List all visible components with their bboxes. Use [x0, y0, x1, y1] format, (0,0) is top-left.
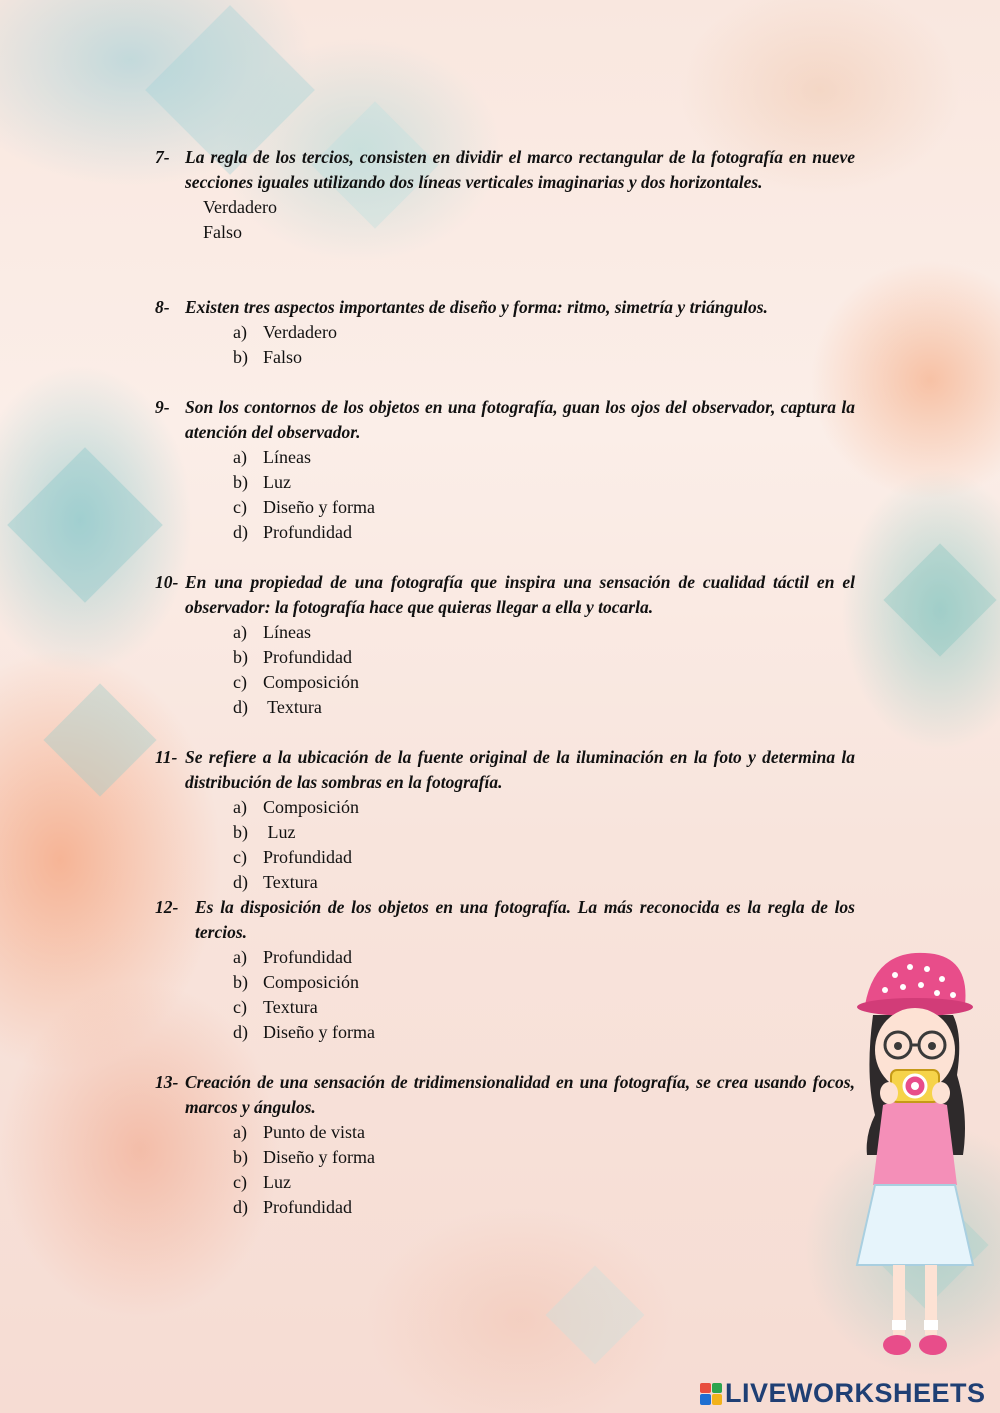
option-letter: a)	[233, 1122, 247, 1142]
question-text: Creación de una sensación de tridimensionalidad en una fotografía, se crea usando focos, marcos y ángulos.	[185, 1072, 855, 1117]
answer-option[interactable]: Falso	[203, 222, 243, 242]
option-letter: c)	[233, 847, 247, 867]
answer-option[interactable]	[233, 445, 855, 470]
question-number: 7-	[155, 147, 170, 167]
option-letter: b)	[233, 472, 248, 492]
answer-option[interactable]	[233, 845, 855, 870]
question-stem	[155, 395, 855, 445]
option-letter: a)	[233, 622, 247, 642]
answer-option[interactable]	[233, 1020, 855, 1045]
decorative-shape	[43, 683, 156, 796]
answer-option[interactable]	[233, 1195, 855, 1220]
answer-option[interactable]	[233, 995, 855, 1020]
logo-text: LIVEWORKSHEETS	[725, 1378, 986, 1408]
option-text: Profundidad	[263, 847, 352, 867]
question-number: 11-	[155, 747, 178, 767]
option-letter: b)	[233, 972, 248, 992]
question-stem	[155, 295, 855, 320]
question-stem	[155, 1070, 855, 1120]
logo-icon	[700, 1383, 722, 1405]
answer-option[interactable]	[233, 820, 855, 845]
question-9	[155, 395, 855, 545]
answer-option[interactable]	[233, 320, 855, 345]
question-10	[155, 570, 855, 720]
option-text: Luz	[263, 822, 296, 842]
answer-option[interactable]	[233, 1120, 855, 1145]
option-text: Profundidad	[263, 947, 352, 967]
question-text: Es la disposición de los objetos en una fotografía. La más reconocida es la regla de los tercios.	[195, 897, 855, 942]
question-number: 8-	[155, 297, 170, 317]
answer-option[interactable]: Verdadero	[203, 197, 277, 217]
option-letter: a)	[233, 447, 247, 467]
answer-option[interactable]	[233, 620, 855, 645]
question-13	[155, 1070, 855, 1220]
option-text: Profundidad	[263, 647, 352, 667]
question-stem	[155, 895, 855, 945]
answer-option[interactable]	[233, 1170, 855, 1195]
option-text: Composición	[263, 797, 360, 817]
question-text: En una propiedad de una fotografía que inspira una sensación de cualidad táctil en el observador: la fotografía hace que quieras llegar a ella y tocarla.	[185, 572, 855, 617]
option-letter: b)	[233, 1147, 248, 1167]
option-letter: a)	[233, 322, 247, 342]
answer-option[interactable]	[233, 470, 855, 495]
option-letter: a)	[233, 947, 247, 967]
question-stem	[155, 145, 855, 195]
option-text: Punto de vista	[263, 1122, 365, 1142]
question-text: Existen tres aspectos importantes de diseño y forma: ritmo, simetría y triángulos.	[185, 297, 768, 317]
option-letter: c)	[233, 997, 247, 1017]
answer-option[interactable]	[233, 645, 855, 670]
liveworksheets-logo[interactable]	[700, 1378, 986, 1409]
question-stem	[155, 570, 855, 620]
answer-options	[155, 945, 855, 1045]
option-letter: b)	[233, 647, 248, 667]
question-number: 12-	[155, 897, 179, 917]
option-letter: d)	[233, 697, 248, 717]
answer-options	[155, 320, 855, 370]
option-letter: a)	[233, 797, 247, 817]
answer-options	[155, 620, 855, 720]
answer-option[interactable]	[233, 695, 855, 720]
option-text: Diseño y forma	[263, 1147, 375, 1167]
option-letter: c)	[233, 672, 247, 692]
option-letter: c)	[233, 1172, 247, 1192]
option-text: Composición	[263, 672, 360, 692]
question-text: La regla de los tercios, consisten en dividir el marco rectangular de la fotografía en nueve secciones iguales utilizando dos líneas verticales imaginarias y dos horizontales.	[185, 147, 855, 192]
answer-options	[155, 195, 855, 245]
option-text: Luz	[263, 472, 291, 492]
question-11	[155, 745, 855, 895]
question-number: 13-	[155, 1072, 179, 1092]
question-number: 10-	[155, 572, 179, 592]
option-letter: b)	[233, 347, 248, 367]
option-letter: d)	[233, 522, 248, 542]
option-text: Verdadero	[263, 322, 337, 342]
option-letter: c)	[233, 497, 247, 517]
question-number: 9-	[155, 397, 170, 417]
answer-option[interactable]	[233, 520, 855, 545]
option-text: Líneas	[263, 447, 311, 467]
option-text: Profundidad	[263, 522, 352, 542]
option-letter: d)	[233, 1022, 248, 1042]
answer-options	[155, 795, 855, 895]
answer-option[interactable]	[233, 670, 855, 695]
question-8	[155, 295, 855, 370]
question-text: Son los contornos de los objetos en una fotografía, guan los ojos del observador, captura la atención del observador.	[185, 397, 855, 442]
option-text: Textura	[263, 997, 318, 1017]
option-text: Líneas	[263, 622, 311, 642]
option-text: Textura	[263, 697, 322, 717]
option-letter: d)	[233, 872, 248, 892]
question-12	[155, 895, 855, 1045]
answer-option[interactable]	[233, 870, 855, 895]
decorative-shape	[7, 447, 163, 603]
girl-with-camera-illustration	[845, 945, 985, 1375]
option-text: Profundidad	[263, 1197, 352, 1217]
answer-option[interactable]	[233, 345, 855, 370]
option-text: Diseño y forma	[263, 497, 375, 517]
answer-option[interactable]	[233, 495, 855, 520]
answer-option[interactable]	[233, 970, 855, 995]
question-7	[155, 145, 855, 245]
option-letter: b)	[233, 822, 248, 842]
answer-option[interactable]	[233, 945, 855, 970]
answer-options	[155, 445, 855, 545]
answer-option[interactable]	[233, 795, 855, 820]
question-stem	[155, 745, 855, 795]
option-letter: d)	[233, 1197, 248, 1217]
option-text: Falso	[263, 347, 303, 367]
option-text: Diseño y forma	[263, 1022, 375, 1042]
decorative-shape	[546, 1266, 645, 1365]
answer-options	[155, 1120, 855, 1220]
option-text: Textura	[263, 872, 318, 892]
decorative-shape	[883, 543, 996, 656]
option-text: Composición	[263, 972, 360, 992]
option-text: Luz	[263, 1172, 291, 1192]
question-text: Se refiere a la ubicación de la fuente original de la iluminación en la foto y determina la distribución de las sombras en la fotografía.	[185, 747, 855, 792]
answer-option[interactable]	[233, 1145, 855, 1170]
